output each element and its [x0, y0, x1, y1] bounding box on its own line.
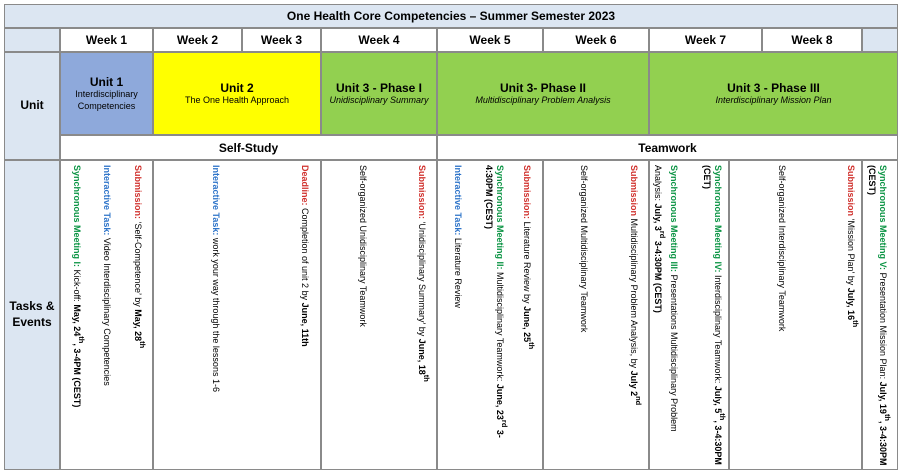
task-sync-meeting-4-date-suffix: th	[718, 413, 727, 421]
task-sync-meeting-5-text: Presentation Mission Plan:	[878, 270, 888, 382]
task-submission-literature-date: June, 25	[522, 306, 532, 343]
task-submission-self-competence-kind: Submission:	[133, 165, 143, 220]
week-8-header	[762, 28, 862, 52]
week-6-label: Week 6	[575, 33, 617, 47]
task-literature-review-kind: Interactive Task:	[453, 165, 463, 236]
task-sync-meeting-1-date-suffix: th	[77, 336, 86, 344]
task-submission-mission-plan-kind: Submission	[846, 165, 856, 217]
tasks-row-label-text: Tasks & Events	[9, 299, 55, 329]
tasks-unit-2-cell	[153, 160, 321, 470]
week-2-label: Week 2	[176, 33, 219, 47]
unit-3-phase-1-subtitle: Unidisciplinary Summary	[329, 94, 429, 105]
week-5-header	[437, 28, 543, 52]
teamwork-header	[437, 135, 898, 160]
task-sync-meeting-2-time: 3-4:30PM (CEST)	[484, 165, 505, 438]
unit-row-label	[4, 52, 60, 160]
task-sync-meeting-3-text: Presentations Multidisciplinary Problem Analysis:	[653, 165, 679, 432]
unit-3-phase-2-subtitle: Multidisciplinary Problem Analysis	[475, 94, 611, 105]
task-submission-mission-plan-date: July, 16	[846, 287, 856, 321]
unit-3-phase-2-block	[437, 52, 649, 135]
unit-2-block	[153, 52, 321, 135]
week-1-label: Week 1	[85, 33, 128, 47]
week-5-label: Week 5	[469, 33, 511, 47]
unit-2-subtitle: The One Health Approach	[184, 94, 290, 105]
week-3-label: Week 3	[260, 33, 303, 47]
task-sync-meeting-5-date-suffix: th	[883, 413, 892, 422]
task-submission-literature-date-suffix: th	[527, 342, 536, 350]
task-submission-problem-analysis-text: Multidisciplinary Problem Analysis, by	[629, 216, 639, 371]
corner-cell-weeks	[4, 28, 60, 52]
task-submission-mission-plan	[845, 165, 861, 469]
task-interactive-lessons	[210, 165, 221, 469]
task-submission-mission-plan-date-suffix: th	[851, 320, 860, 328]
unit-1-name: Unit 1	[89, 75, 124, 90]
task-literature-review-text: Literature Review	[453, 235, 463, 308]
week-6-header	[543, 28, 649, 52]
task-submission-problem-analysis-date: July 2	[629, 370, 639, 397]
unit-1-block	[60, 52, 153, 135]
task-sync-meeting-3-date: July, 3	[653, 203, 663, 231]
task-sync-meeting-1	[71, 165, 87, 469]
week-7-header	[649, 28, 762, 52]
task-submission-self-competence-date-suffix: th	[138, 341, 147, 349]
task-interactive-lessons-text: work your way through the lessons 1-6	[211, 235, 221, 392]
task-submission-problem-analysis-date-suffix: nd	[634, 396, 643, 406]
task-deadline-unit-2-kind: Deadline:	[300, 165, 310, 206]
task-submission-literature-kind: Submission:	[522, 165, 532, 220]
table-title	[4, 4, 898, 28]
table-title-text: One Health Core Competencies – Summer Semester 2023	[286, 9, 616, 23]
task-submission-summary-text: ‘Unidisciplinary Summary’ by	[417, 219, 427, 339]
task-sync-meeting-5	[866, 165, 893, 469]
task-unidisciplinary-teamwork	[357, 165, 368, 469]
task-sync-meeting-4-kind: Synchronous Meeting IV:	[713, 165, 723, 273]
week-1-header	[60, 28, 153, 52]
task-interactive-literature-review	[452, 165, 463, 469]
task-deadline-unit-2-text: Completion of unit 2 by	[300, 205, 310, 303]
task-submission-literature-review	[521, 165, 537, 469]
week-3-header	[242, 28, 321, 52]
task-submission-summary-date: June, 18	[417, 338, 427, 375]
task-sync-meeting-2	[483, 165, 510, 469]
tasks-week-7b-8-cell	[729, 160, 862, 470]
unit-3-phase-3-subtitle: Interdisciplinary Mission Plan	[715, 94, 832, 105]
task-deadline-unit-2-date: June, 11th	[300, 302, 310, 347]
unit-3-phase-3-block	[649, 52, 898, 135]
task-sync-meeting-2-kind: Synchronous Meeting II:	[495, 165, 505, 270]
task-interactive-video	[101, 165, 112, 469]
task-sync-meeting-2-text: Multidisciplinary Teamwork:	[495, 269, 505, 384]
week-4-header	[321, 28, 437, 52]
week-4-label: Week 4	[358, 33, 400, 47]
task-submission-unidisciplinary-summary	[416, 165, 432, 469]
task-interactive-video-text: Video Interdisciplinary Competencies	[102, 235, 112, 386]
unit-2-name: Unit 2	[220, 80, 254, 95]
task-submission-problem-analysis	[628, 165, 644, 469]
self-study-header	[60, 135, 437, 160]
task-submission-mission-plan-text: ‘Mission Plan’ by	[846, 216, 856, 288]
teamwork-label: Teamwork	[638, 140, 697, 155]
task-sync-meeting-2-date-suffix: rd	[500, 419, 509, 428]
task-sync-meeting-1-kind: Synchronous Meeting I:	[72, 165, 82, 268]
task-submission-self-competence-date: May, 28	[133, 309, 143, 342]
unit-3-phase-3-name: Unit 3 - Phase III	[727, 80, 820, 95]
task-sync-meeting-3-kind: Synchronous Meeting III:	[669, 165, 679, 273]
task-sync-meeting-4-time: , 3-4:30PM (CET)	[702, 165, 723, 465]
task-sync-meeting-5-date: July, 19	[878, 381, 888, 414]
week-7-label: Week 7	[684, 33, 727, 47]
task-sync-meeting-5-kind: Synchronous Meeting V:	[878, 165, 888, 271]
tasks-row-label	[4, 160, 60, 470]
task-submission-self-competence	[132, 165, 148, 469]
task-sync-meeting-4-text: Interdisciplinary Teamwork:	[713, 272, 723, 386]
self-study-label: Self-Study	[218, 140, 279, 155]
week-2-header	[153, 28, 242, 52]
task-sync-meeting-3	[652, 165, 679, 469]
task-interdisciplinary-teamwork-text: Self-organized Interdisciplinary Teamwork	[777, 165, 787, 332]
task-interactive-video-kind: Interactive Task:	[102, 165, 112, 236]
task-deadline-unit-2	[299, 165, 310, 469]
task-sync-meeting-1-text: Kick-off:	[72, 267, 82, 305]
unit-1-subtitle: Interdisciplinary Competencies	[75, 89, 138, 111]
week-header-spacer	[862, 28, 898, 52]
task-sync-meeting-5-time: , 3-4:30PM (CEST)	[867, 165, 888, 466]
task-multidisciplinary-teamwork-text: Self-organized Multidisciplinary Teamwork	[579, 165, 589, 333]
unit-row-label-text: Unit	[20, 98, 44, 113]
unit-3-phase-1-name: Unit 3 - Phase I	[335, 80, 423, 95]
task-sync-meeting-1-time: , 3-4PM (CEST)	[72, 343, 82, 408]
task-interactive-lessons-kind: Interactive Task:	[211, 165, 221, 236]
task-submission-summary-date-suffix: th	[422, 374, 431, 382]
task-interdisciplinary-teamwork	[776, 165, 787, 469]
task-submission-self-competence-text: ‘Self-Competence’ by	[133, 219, 143, 310]
task-sync-meeting-1-date: May, 24	[72, 304, 82, 337]
task-sync-meeting-4-date: July, 5	[713, 385, 723, 414]
task-submission-problem-analysis-kind: Submission	[629, 165, 639, 217]
task-sync-meeting-3-time: 3-4:30PM (CEST)	[653, 238, 663, 313]
week-8-label: Week 8	[791, 33, 833, 47]
task-submission-summary-kind: Submission:	[417, 165, 427, 220]
task-sync-meeting-2-date: June, 23	[495, 383, 505, 420]
task-multidisciplinary-teamwork	[578, 165, 589, 469]
unit-3-phase-2-name: Unit 3- Phase II	[499, 80, 587, 95]
task-sync-meeting-4	[701, 165, 728, 469]
task-submission-literature-text: Literature Review by	[522, 219, 532, 307]
task-unidisciplinary-teamwork-text: Self-organized Unidisciplinary Teamwork	[358, 165, 368, 327]
unit-3-phase-1-block	[321, 52, 437, 135]
task-sync-meeting-3-date-suffix: rd	[658, 230, 667, 239]
